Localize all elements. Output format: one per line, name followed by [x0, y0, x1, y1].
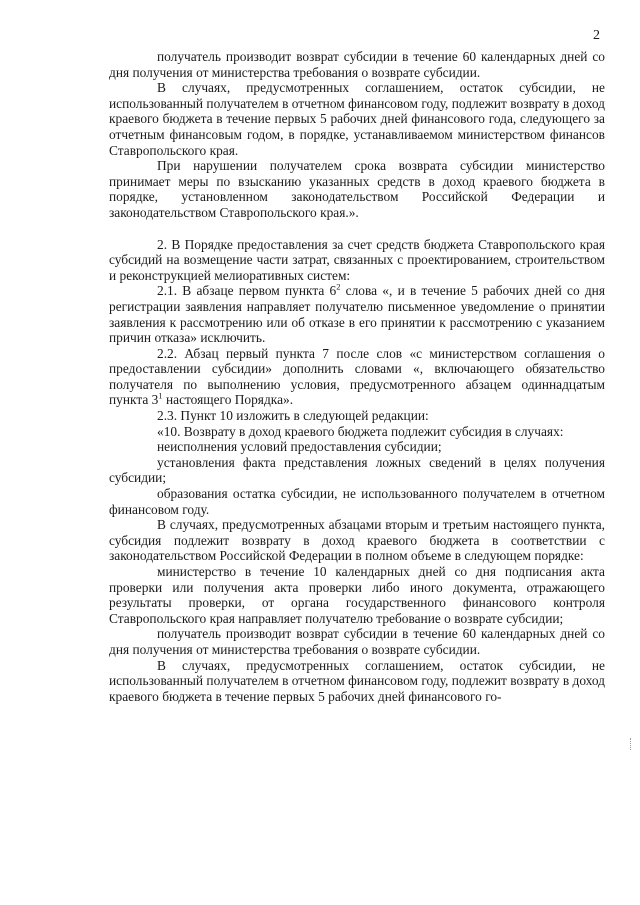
paragraph-return-order: В случаях, предусмотренных абзацами вторым и третьим настоящего пункта, субсидия подлежит возврату в доход краевого бюджета в соответствии с законодательством Российской Федерации в полном объеме в следующем порядке:: [109, 517, 605, 564]
paragraph-2-2-text-b: настоящего Порядка».: [162, 392, 294, 408]
paragraph-2-1-text-b: слова «, и в течение 5 рабочих дней со дня регистрации заявления направляет получателю письменное уведомление о принятии заявления к рассмотрению или об отказе в его принятии к рассмотрению с указанием причин отказа» исключить.: [109, 283, 605, 346]
paragraph-return-procedure: получатель производит возврат субсидии в течение 60 календарных дней со дня получения от министерства требования о возврате субсидии.: [109, 49, 605, 80]
paragraph-ministry-requirement: министерство в течение 10 календарных дней со дня подписания акта проверки или получения акта проверки либо иного документа, отражающего результаты проверки, от органа государственного финансового контроля Ставропольского края направляет получателю требование о возврате субсидии;: [109, 564, 605, 626]
page-number: 2: [593, 28, 600, 43]
paragraph-point-10: «10. Возврату в доход краевого бюджета подлежит субсидия в случаях:: [157, 423, 564, 439]
superscript-2: 2: [336, 281, 341, 292]
document-body: [109, 49, 605, 704]
paragraph-balance-return-continued: В случаях, предусмотренных соглашением, остаток субсидии, не использованный получателем в отчетном финансовом году, подлежит возврату в доход краевого бюджета в течение первых 5 рабочих дней финансового го-: [109, 657, 605, 704]
paragraph-2-2-text-a: 2.2. Абзац первый пункта 7 после слов «с министерством соглашения о предоставлении субсидии» дополнить словами «, включающего обязательство получателя по выполнению условия, предусмотренного абзацем одиннадцатым пункта 3: [109, 345, 605, 408]
paragraph-2-1: [109, 283, 605, 345]
paragraph-case-balance: образования остатка субсидии, не использованного получателем в отчетном финансовом году.: [109, 486, 605, 517]
paragraph-violation-measures: При нарушении получателем срока возврата субсидии министерство принимает меры по взысканию указанных средств в доход краевого бюджета в порядке, установленном законодательством Российской Федерации и законодательством Ставропольского края.».: [109, 158, 605, 220]
scan-margin-mark: [630, 738, 633, 750]
paragraph-2-2: [109, 346, 605, 408]
paragraph-balance-return: В случаях, предусмотренных соглашением, остаток субсидии, не использованный получателем в отчетном финансовом году, подлежит возврату в доход краевого бюджета в течение первых 5 рабочих дней финансового года, следующего за отчетным финансовым годом, в порядке, устанавливаемом министерством финансов Ставропольского края.: [109, 80, 605, 158]
paragraph-spacer: [109, 221, 605, 237]
paragraph-recipient-return: получатель производит возврат субсидии в течение 60 календарных дней со дня получения от министерства требования о возврате субсидии.: [109, 626, 605, 657]
paragraph-2-1-text-a: 2.1. В абзаце первом пункта 6: [157, 283, 337, 299]
paragraph-section-2: 2. В Порядке предоставления за счет средств бюджета Ставропольского края субсидий на возмещение части затрат, связанных с проектированием, строительством и реконструкцией мелиоративных систем:: [109, 236, 605, 283]
superscript-1: 1: [158, 391, 163, 401]
paragraph-case-false-info: установления факта представления ложных сведений в целях получения субсидии;: [109, 454, 605, 486]
paragraph-2-3: 2.3. Пункт 10 изложить в следующей редакции:: [157, 408, 429, 424]
paragraph-case-nonfulfilment: неисполнения условий предоставления субсидии;: [157, 439, 442, 455]
